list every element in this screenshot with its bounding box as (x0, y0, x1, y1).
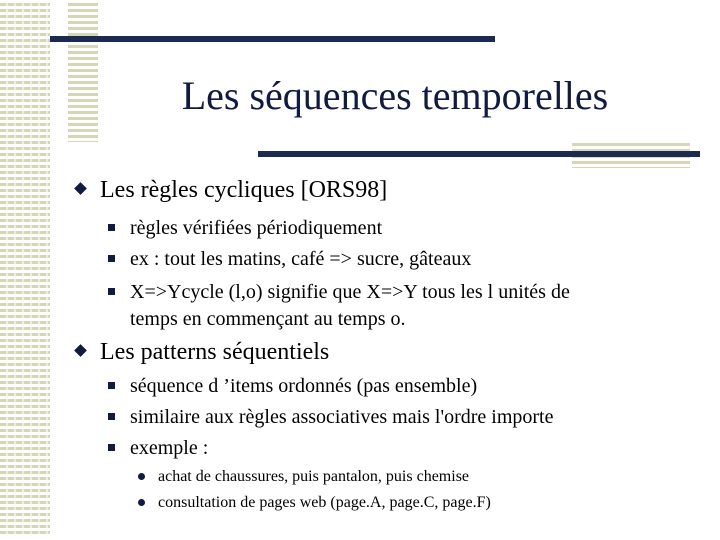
square-bullet-icon (108, 224, 115, 231)
decorative-stripe-left (0, 0, 50, 536)
round-bullet-icon (138, 473, 145, 480)
square-bullet-icon (108, 288, 115, 295)
list-item-text: ex : tout les matins, café => sucre, gâteaux (130, 248, 472, 270)
list-item-text: X=>Ycycle (l,o) signifie que X=>Y tous les l unités de (130, 281, 570, 303)
list-item (130, 374, 477, 398)
list-item (130, 436, 208, 460)
list-item (130, 280, 570, 304)
title-rule-bottom (258, 151, 700, 157)
list-item-text: règles vérifiées périodiquement (130, 217, 383, 239)
list-item-text: temps en commençant au temps o. (130, 308, 406, 330)
decorative-stripe-title (68, 0, 98, 142)
list-item (130, 216, 382, 240)
list-item-continuation (130, 307, 405, 331)
title-rule-top (50, 36, 495, 42)
round-bullet-icon (138, 499, 145, 506)
sub-list-item-text: consultation de pages web (page.A, page.C, page.F) (158, 494, 491, 511)
diamond-bullet-icon (74, 182, 87, 195)
list-item (130, 405, 553, 429)
list-item-text: exemple : (130, 437, 209, 459)
square-bullet-icon (108, 255, 115, 262)
section-heading-text: Les règles cycliques [ORS98] (100, 177, 388, 203)
square-bullet-icon (108, 413, 115, 420)
diamond-bullet-icon (74, 344, 87, 357)
list-item-text: similaire aux règles associatives mais l'ordre importe (130, 406, 554, 428)
square-bullet-icon (108, 444, 115, 451)
section-heading-cyclic-rules (100, 176, 387, 204)
sub-list-item (158, 492, 491, 514)
slide-title: Les séquences temporelles (181, 73, 609, 118)
list-item-text: séquence d ’items ordonnés (pas ensemble) (130, 375, 478, 397)
sub-list-item-text: achat de chaussures, puis pantalon, puis chemise (158, 468, 470, 485)
list-item (130, 247, 471, 271)
square-bullet-icon (108, 382, 115, 389)
section-heading-sequential-patterns (100, 338, 329, 366)
section-heading-text: Les patterns séquentiels (100, 339, 330, 365)
sub-list-item (158, 466, 469, 488)
